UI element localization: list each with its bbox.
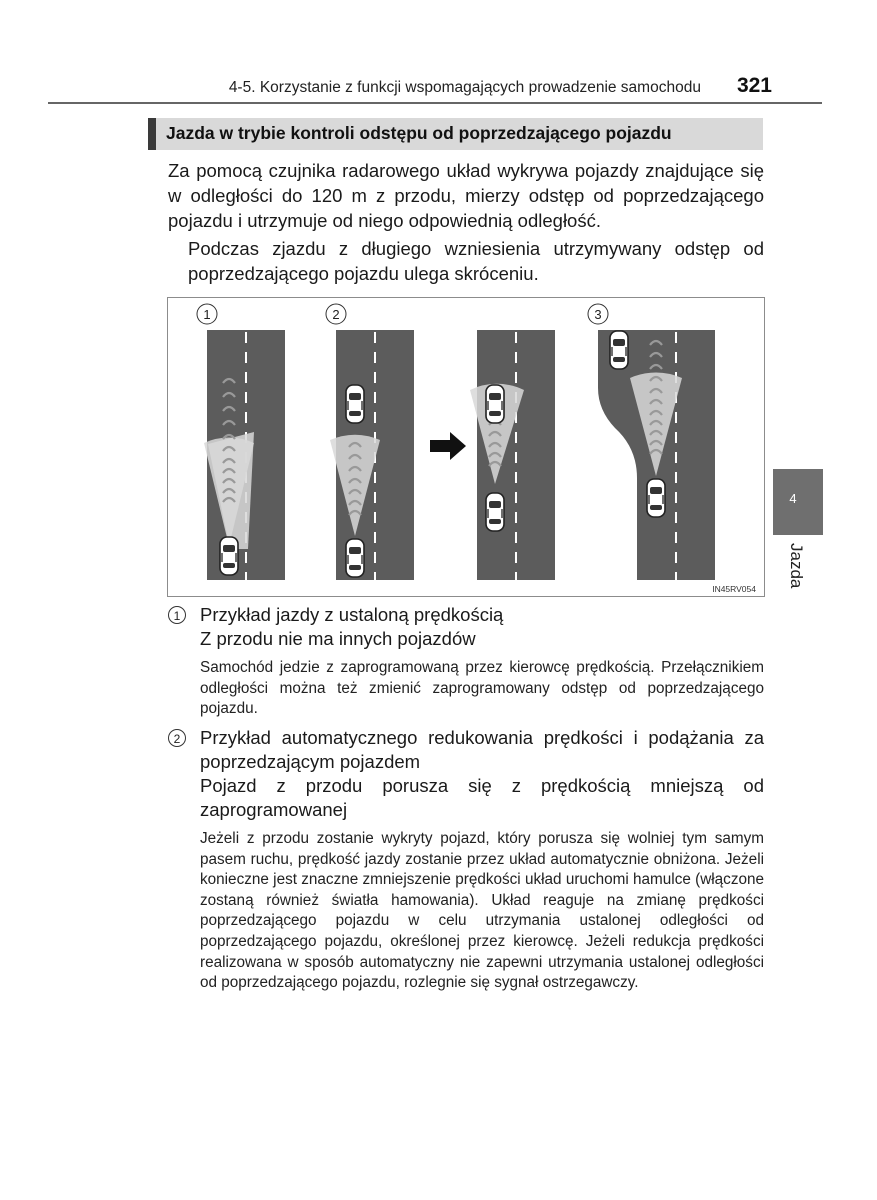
illustration-graphic bbox=[168, 298, 764, 596]
item-number-badge: 2 bbox=[168, 729, 186, 747]
item-heading: Przykład automatycznego redukowania prędkości i podążania za poprzedzającym pojazdem bbox=[200, 727, 764, 772]
section-heading-bar bbox=[148, 118, 763, 150]
chapter-label: Jazda bbox=[787, 543, 806, 589]
item-subheading: Z przodu nie ma innych pojazdów bbox=[200, 628, 476, 649]
svg-text:1: 1 bbox=[203, 307, 211, 322]
page-number: 321 bbox=[736, 74, 772, 97]
transition-arrow bbox=[430, 432, 466, 460]
section-title: Jazda w trybie kontroli odstępu od poprzedzającego pojazdu bbox=[166, 123, 672, 143]
road-panel-4 bbox=[598, 330, 715, 580]
svg-text:3: 3 bbox=[594, 307, 602, 322]
svg-text:2: 2 bbox=[332, 307, 340, 322]
road-panel-2 bbox=[330, 330, 414, 580]
header-divider bbox=[48, 102, 822, 104]
figure-code: IN45RV054 bbox=[712, 584, 756, 594]
list-item bbox=[168, 726, 764, 994]
item-number-badge: 1 bbox=[168, 606, 186, 624]
road-panel-1 bbox=[204, 330, 285, 580]
chapter-title: 4-5. Korzystanie z funkcji wspomagających prowadzenie samochodu bbox=[228, 79, 701, 96]
road-panel-3 bbox=[470, 330, 555, 580]
item-heading: Przykład jazdy z ustaloną prędkością bbox=[200, 604, 504, 625]
figure-label-1 bbox=[197, 304, 217, 324]
acc-illustration bbox=[167, 297, 765, 597]
chapter-tab bbox=[773, 469, 823, 535]
item-description: Samochód jedzie z zaprogramowaną przez kierowcę prędkością. Przełącznikiem odległości można też zmienić zaprogramowany odstęp od poprzedzającego pojazdu. bbox=[200, 659, 764, 718]
figure-label-2 bbox=[326, 304, 346, 324]
page-header bbox=[186, 74, 772, 98]
item-description: Jeżeli z przodu zostanie wykryty pojazd, który porusza się wolniej tym samym pasem ruchu, prędkość jazdy zostanie przez układ automatycznie obniżona. Jeżeli konieczne jest znaczne zmniejszenie prędkości układ uruchomi hamulce (włączone zostaną również światła hamowania). Układ reaguje na zmianę prędkości poprzedzającego pojazdu w celu utrzymania ustalonej odległości od poprzedzającego pojazdu, określonej przez kierowcę. Jeżeli redukcja prędkości realizowana w sposób automatyczny nie zapewni utrzymania ustalonej odległości od poprzedzającego pojazdu, rozlegnie się sygnał ostrzegawczy. bbox=[200, 830, 764, 992]
chapter-number: 4 bbox=[789, 491, 797, 506]
item-subheading: Pojazd z przodu porusza się z prędkością mniejszą od zaprogramowanej bbox=[200, 775, 764, 820]
intro-paragraph: Za pomocą czujnika radarowego układ wykrywa pojazdy znajdujące się w odległości do 120 m z przodu, mierzy odstęp od poprzedzającego pojazdu i utrzymuje od niego odpowiednią odległość. bbox=[168, 160, 764, 231]
section-marker bbox=[148, 118, 156, 150]
figure-label-3 bbox=[588, 304, 608, 324]
list-item bbox=[168, 603, 764, 720]
note-paragraph: Podczas zjazdu z długiego wzniesienia utrzymywany odstęp od poprzedzającego pojazdu ulega skróceniu. bbox=[188, 238, 764, 284]
